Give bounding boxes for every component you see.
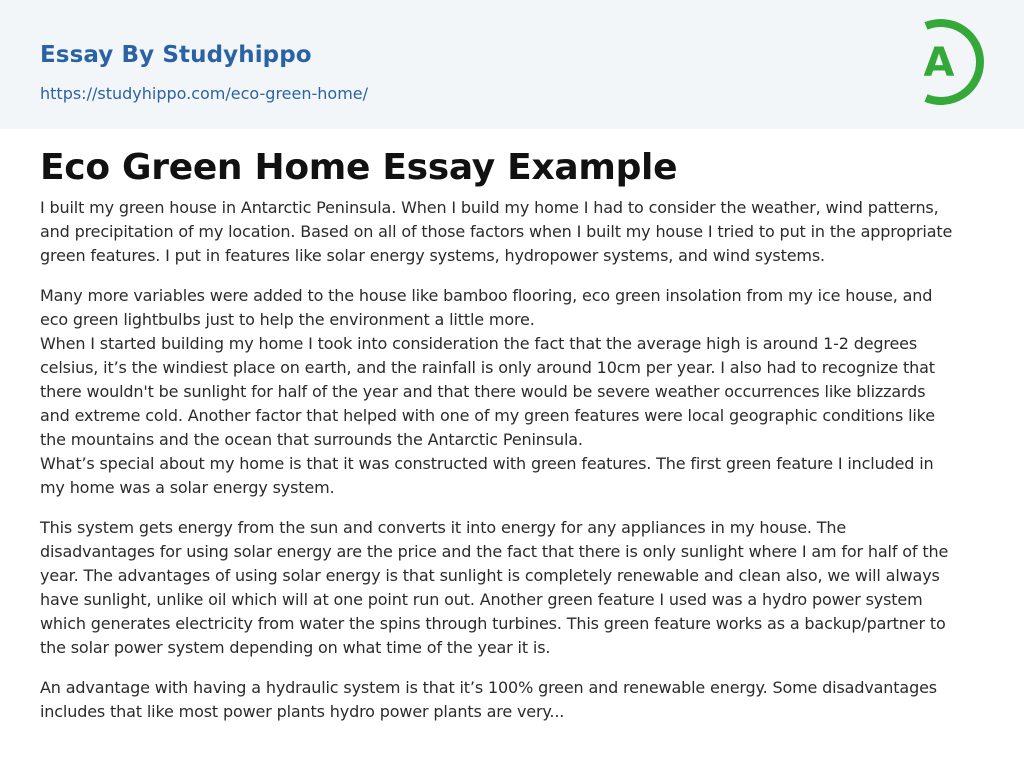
essay-paragraph-3: [40, 516, 984, 660]
paragraph-line: When I started building my home I took into consideration the fact that the average high is around 1-2 degrees: [40, 334, 918, 353]
essay-title: Eco Green Home Essay Example: [40, 147, 678, 188]
site-header: [0, 0, 1024, 129]
paragraph-line: celsius, it’s the windiest place on earth, and the rainfall is only around 10cm per year. I also had to recognize that: [40, 358, 935, 377]
paragraph-line: my home was a solar energy system.: [40, 478, 335, 497]
paragraph-line: green features. I put in features like solar energy systems, hydropower systems, and wind systems.: [40, 246, 825, 265]
paragraph-line: Many more variables were added to the house like bamboo flooring, eco green insolation from my ice house, and: [40, 286, 933, 305]
paragraph-line: I built my green house in Antarctic Peninsula. When I build my home I had to consider the weather, wind patterns,: [40, 198, 939, 217]
studyhippo-logo-icon[interactable]: [909, 17, 989, 107]
essay-paragraph-1: [40, 196, 984, 268]
essay-url-link[interactable]: https://studyhippo.com/eco-green-home/: [40, 84, 369, 103]
paragraph-line: and extreme cold. Another factor that helped with one of my green features were local geographic conditions like: [40, 406, 935, 425]
paragraph-line: and precipitation of my location. Based on all of those factors when I built my house I tried to put in the appropriate: [40, 222, 953, 241]
paragraph-line: there wouldn't be sunlight for half of the year and that there would be severe weather occurrences like blizzards: [40, 382, 926, 401]
paragraph-line: eco green lightbulbs just to help the environment a little more.: [40, 310, 535, 329]
brand-title[interactable]: Essay By Studyhippo: [40, 42, 312, 68]
paragraph-line: What’s special about my home is that it was constructed with green features. The first green feature I included in: [40, 454, 934, 473]
paragraph-line: An advantage with having a hydraulic system is that it’s 100% green and renewable energy. Some disadvantages: [40, 678, 937, 697]
paragraph-line: This system gets energy from the sun and converts it into energy for any appliances in my house. The: [40, 518, 847, 537]
paragraph-line: includes that like most power plants hydro power plants are very...: [40, 702, 565, 721]
paragraph-line: have sunlight, unlike oil which will at one point run out. Another green feature I used was a hydro power system: [40, 590, 923, 609]
paragraph-line: the solar power system depending on what time of the year it is.: [40, 638, 551, 657]
logo-letter: A: [923, 40, 955, 86]
paragraph-line: which generates electricity from water the spins through turbines. This green feature works as a backup/partner to: [40, 614, 946, 633]
paragraph-line: year. The advantages of using solar energy is that sunlight is completely renewable and clean also, we will always: [40, 566, 940, 585]
paragraph-line: the mountains and the ocean that surrounds the Antarctic Peninsula.: [40, 430, 583, 449]
paragraph-line: disadvantages for using solar energy are the price and the fact that there is only sunlight where I am for half of the: [40, 542, 949, 561]
essay-content: [40, 146, 984, 740]
essay-paragraph-4: [40, 676, 984, 724]
essay-paragraph-2: [40, 284, 984, 500]
